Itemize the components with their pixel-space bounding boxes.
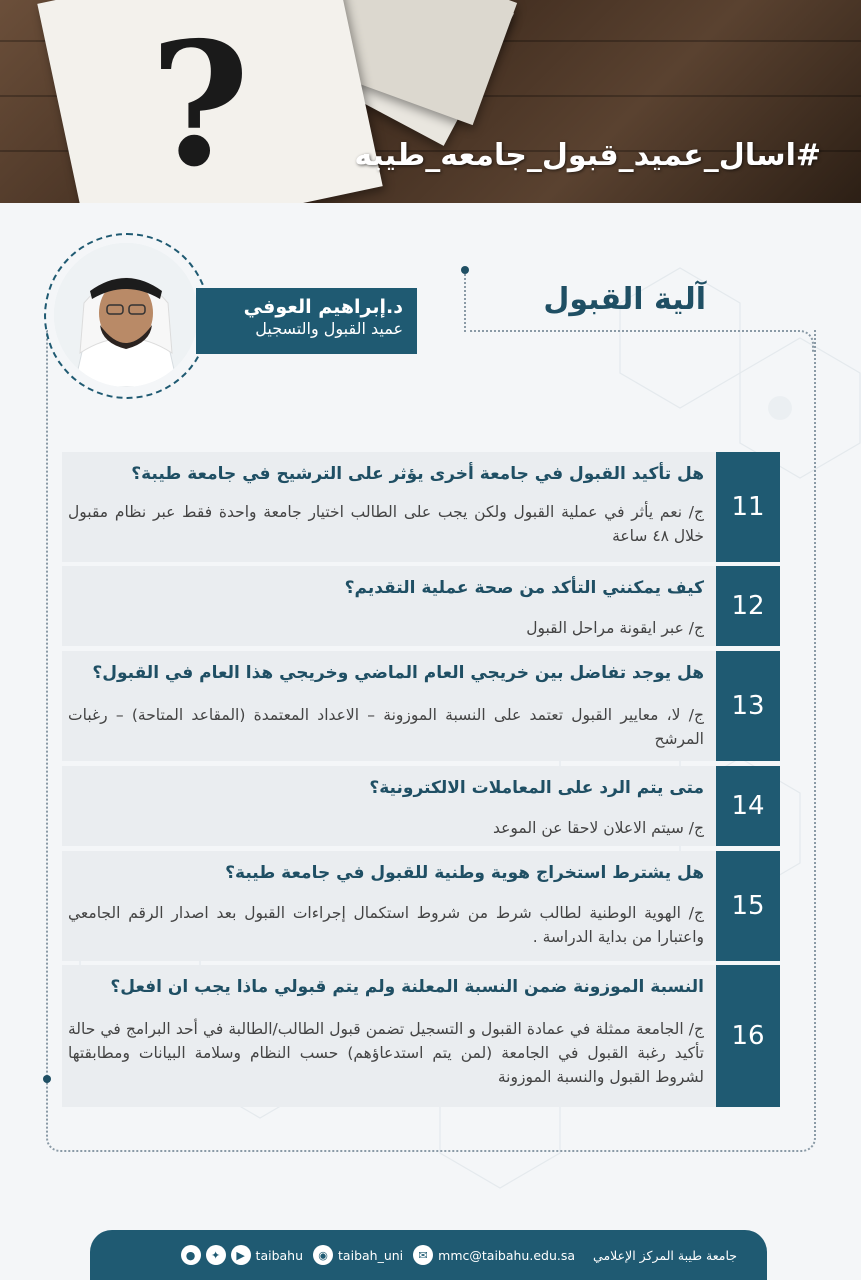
qa-answer: ج/ الجامعة ممثلة في عمادة القبول و التسجيل تضمن قبول الطالب/الطالبة في أحد البرامج في حالة تأكيد رغبة القبول في الجامعة (لمن يتم استدعاؤهم) حسب النظام وسلامة البيانات ومطابقتها لشروط القبول والنسبة الموزونة: [68, 1020, 704, 1086]
qa-question: هل يشترط استخراج هوية وطنية للقبول في جامعة طيبة؟: [225, 863, 704, 883]
speaker-role: عميد القبول والتسجيل: [255, 319, 403, 338]
speaker-name-box: [196, 288, 417, 354]
qa-number: 15: [716, 851, 780, 961]
qa-item: [62, 766, 780, 846]
social-handle[interactable]: taibahu: [255, 1247, 304, 1263]
frame-dot: [461, 266, 469, 274]
qa-item: [62, 965, 780, 1107]
qa-question: متى يتم الرد على المعاملات الالكترونية؟: [369, 778, 704, 798]
frame-dot: [43, 1075, 51, 1083]
footer-bar: [90, 1230, 767, 1280]
qa-number: 11: [716, 452, 780, 562]
qa-item: [62, 452, 780, 562]
qa-number: 14: [716, 766, 780, 846]
snapchat-icon[interactable]: ●: [181, 1245, 201, 1265]
qa-number: 12: [716, 566, 780, 646]
email-group: [413, 1245, 575, 1265]
qa-question: هل يوجد تفاضل بين خريجي العام الماضي وخريجي هذا العام في القبول؟: [92, 663, 704, 683]
twitter-icon[interactable]: ✦: [206, 1245, 226, 1265]
qa-answer: ج/ عبر ايقونة مراحل القبول: [526, 619, 704, 637]
speaker-avatar: [54, 243, 198, 387]
qa-answer: ج/ سيتم الاعلان لاحقا عن الموعد: [493, 819, 704, 837]
qa-answer: ج/ لا، معايير القبول تعتمد على النسبة الموزونة – الاعداد المعتمدة (المقاعد المتاحة) – رغبات المرشح: [68, 706, 704, 748]
qa-question: كيف يمكنني التأكد من صحة عملية التقديم؟: [344, 578, 704, 598]
section-title: آلية القبول: [543, 282, 706, 317]
qa-item: [62, 651, 780, 761]
org-name: جامعة طيبة المركز الإعلامي: [593, 1247, 737, 1263]
social-group: [181, 1245, 303, 1265]
speaker-name: د.إبراهيم العوفي: [243, 296, 403, 318]
hashtag-title: #اسال_عميد_قبول_جامعه_طيبه: [354, 138, 821, 173]
question-mark-symbol: ?: [150, 5, 250, 203]
qa-item: [62, 566, 780, 646]
qa-question: النسبة الموزونة ضمن النسبة المعلنة ولم يتم قبولي ماذا يجب ان افعل؟: [110, 977, 704, 997]
qa-item: [62, 851, 780, 961]
email-address[interactable]: mmc@taibahu.edu.sa: [438, 1247, 576, 1263]
instagram-group: [313, 1245, 403, 1265]
header-banner: [0, 0, 861, 203]
frame-corner: [470, 330, 814, 352]
qa-answer: ج/ نعم يأثر في عملية القبول ولكن يجب على الطالب اختيار جامعة واحدة فقط عبر نظام مقبول خلال ٤٨ ساعة: [68, 503, 704, 545]
instagram-icon[interactable]: ◉: [313, 1245, 333, 1265]
frame-connector: [464, 270, 468, 332]
youtube-icon[interactable]: ▶: [231, 1245, 251, 1265]
qa-number: 13: [716, 651, 780, 761]
qa-number: 16: [716, 965, 780, 1107]
email-icon[interactable]: ✉: [413, 1245, 433, 1265]
qa-question: هل تأكيد القبول في جامعة أخرى يؤثر على الترشيح في جامعة طيبة؟: [131, 464, 704, 484]
qa-answer: ج/ الهوية الوطنية لطالب شرط من شروط استكمال إجراءات القبول بعد اصدار الرقم الجامعي واعتبارا من بداية الدراسة .: [68, 904, 704, 946]
instagram-handle[interactable]: taibah_uni: [338, 1247, 404, 1263]
